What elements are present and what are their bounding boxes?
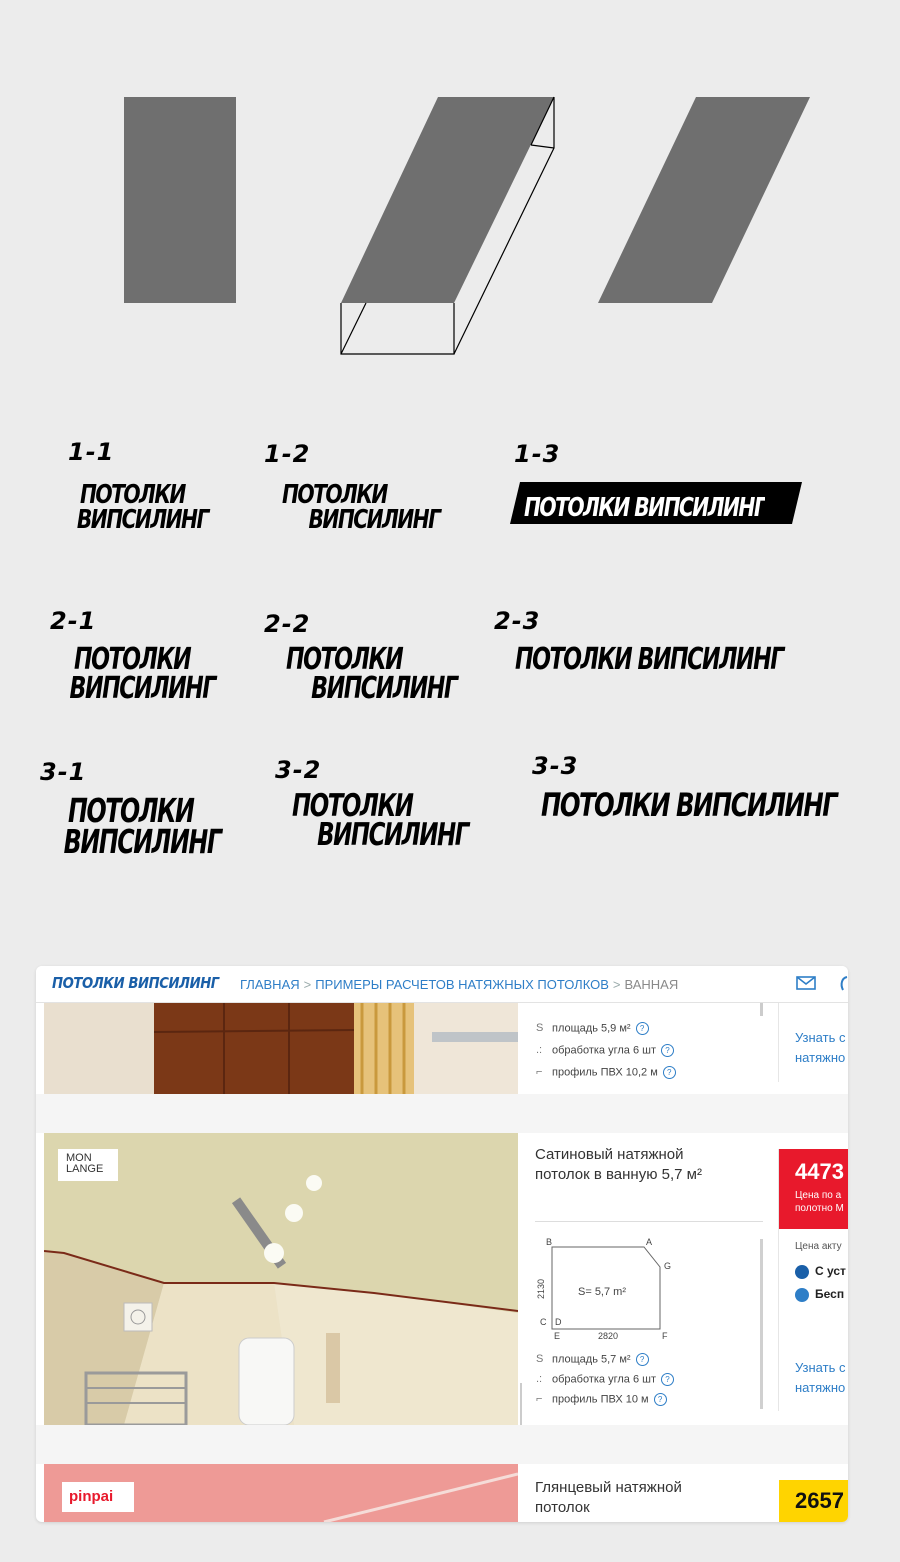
gear-icon — [795, 1288, 809, 1302]
logo-line2: ВИПСИЛИНГ — [308, 504, 440, 535]
help-icon[interactable]: ? — [636, 1353, 649, 1366]
corner-icon: .: — [536, 1373, 543, 1386]
logo-line1: ПОТОЛКИ ВИПСИЛИНГ — [515, 642, 783, 677]
plan-label-a: A — [646, 1237, 653, 1247]
listing-row-2 — [44, 1133, 848, 1425]
listing-row-1 — [44, 1002, 848, 1094]
logo-line1: ПОТОЛКИ — [80, 480, 185, 510]
bathroom-photo — [44, 1002, 518, 1094]
feature-free: Бесп — [795, 1287, 844, 1302]
spec-corners: .: обработка угла 6 шт ? — [536, 1373, 674, 1386]
logo-variant-2-1 — [69, 642, 215, 706]
plan-width: 2820 — [598, 1331, 619, 1341]
price-note: Цена по а полотно М — [795, 1190, 844, 1214]
spec-profile: ⌐ профиль ПВХ 10,2 м ? — [536, 1066, 676, 1079]
price-value: 2657 — [795, 1488, 844, 1513]
learn-more-link[interactable]: Узнать с натяжно — [795, 1360, 846, 1395]
logo-line1: ПОТОЛКИ — [282, 480, 387, 510]
rectangle-shape — [124, 97, 236, 303]
wrench-icon — [795, 1265, 809, 1279]
variant-label-3-3: 3-3 — [532, 752, 579, 780]
logo-variant-1-3 — [524, 496, 765, 522]
logo-line1: ПОТОЛКИ — [68, 791, 194, 830]
site-header — [36, 966, 848, 1003]
variant-label-3-2: 3-2 — [275, 756, 322, 784]
price-badge-red — [779, 1149, 848, 1229]
learn-more-link[interactable]: Узнать с натяжно — [795, 1030, 846, 1065]
logo-line1: ПОТОЛКИ — [292, 788, 413, 824]
room-floor-plan — [534, 1233, 674, 1345]
plan-label-f: F — [662, 1331, 668, 1341]
logo-variant-2-3 — [515, 642, 783, 677]
variant-label-2-2: 2-2 — [264, 610, 311, 638]
logo-line1: ПОТОЛКИ ВИПСИЛИНГ — [524, 496, 766, 522]
breadcrumb-home[interactable]: ГЛАВНАЯ — [240, 977, 300, 992]
help-icon[interactable]: ? — [654, 1393, 667, 1406]
spec-profile: ⌐ профиль ПВХ 10 м ? — [536, 1393, 667, 1406]
title-divider — [535, 1221, 763, 1222]
plan-label-g: G — [664, 1261, 672, 1271]
logo-variant-2-2 — [286, 642, 457, 706]
plan-label-b: B — [546, 1237, 553, 1247]
plan-area: S= 5,7 m² — [578, 1286, 626, 1298]
logo-variant-3-3 — [541, 786, 837, 824]
plan-label-e: E — [554, 1331, 561, 1341]
brand-badge-monlange: MON LANGE — [66, 1152, 104, 1175]
site-logo[interactable]: ПОТОЛКИ ВИПСИЛИНГ — [52, 974, 219, 992]
help-icon[interactable]: ? — [661, 1044, 674, 1057]
plan-label-c: C — [540, 1317, 547, 1327]
logo-line1: ПОТОЛКИ — [286, 642, 403, 677]
price-badge-yellow — [779, 1480, 848, 1522]
phone-icon[interactable] — [838, 976, 848, 992]
variant-label-1-1: 1-1 — [68, 438, 115, 466]
parallelogram-shape — [598, 97, 810, 303]
spec-area: S площадь 5,7 м² ? — [536, 1353, 649, 1366]
chevron-right-icon: > — [303, 977, 312, 992]
website-mockup — [36, 966, 848, 1522]
help-icon[interactable]: ? — [661, 1373, 674, 1386]
spec-scrollbar-line — [520, 1383, 522, 1425]
skewed-prism-shape — [341, 97, 554, 303]
breadcrumb — [240, 977, 678, 992]
spec-area: S площадь 5,9 м² ? — [536, 1022, 649, 1035]
price-caption: Цена акту — [795, 1241, 842, 1252]
logo-variant-1-1 — [76, 480, 208, 535]
breadcrumb-examples[interactable]: ПРИМЕРЫ РАСЧЕТОВ НАТЯЖНЫХ ПОТОЛКОВ — [315, 977, 609, 992]
logo-line2: ВИПСИЛИНГ — [317, 817, 468, 854]
area-icon: S — [536, 1353, 544, 1366]
variant-label-1-2: 1-2 — [264, 440, 311, 468]
listing-row-3 — [44, 1464, 848, 1522]
plan-label-d: D — [555, 1317, 562, 1327]
listing-title[interactable]: Сатиновый натяжной потолок в ванную 5,7 м² — [535, 1146, 702, 1183]
feature-install: С уст — [795, 1264, 846, 1279]
brand-badge-pinpai: pinpai — [69, 1488, 114, 1505]
logo-line1: ПОТОЛКИ — [74, 642, 191, 677]
variant-label-2-3: 2-3 — [494, 607, 541, 635]
profile-icon: ⌐ — [536, 1066, 543, 1079]
logo-line2: ВИПСИЛИНГ — [69, 670, 215, 706]
variant-label-1-3: 1-3 — [514, 440, 561, 468]
variant-label-2-1: 2-1 — [50, 607, 97, 635]
spec-corners: .: обработка угла 6 шт ? — [536, 1044, 674, 1057]
shape-diagram — [0, 0, 900, 370]
logo-variant-1-2 — [282, 480, 440, 535]
help-icon[interactable]: ? — [663, 1066, 676, 1079]
plan-height: 2130 — [536, 1278, 546, 1299]
row-divider — [36, 1094, 848, 1133]
variant-label-3-1: 3-1 — [40, 758, 87, 786]
logo-variant-3-2 — [292, 788, 468, 854]
price-value: 4473 — [795, 1159, 844, 1184]
logo-line1: ПОТОЛКИ ВИПСИЛИНГ — [541, 786, 837, 824]
listing-title[interactable]: Глянцевый натяжной потолок — [535, 1479, 682, 1516]
spec-scrollbar[interactable] — [760, 1002, 763, 1016]
spec-scrollbar[interactable] — [760, 1239, 763, 1409]
breadcrumb-current: ВАННАЯ — [624, 977, 679, 992]
help-icon[interactable]: ? — [636, 1022, 649, 1035]
area-icon: S — [536, 1022, 544, 1035]
logo-variant-3-1 — [63, 791, 221, 862]
logo-line2: ВИПСИЛИНГ — [76, 504, 208, 535]
profile-icon: ⌐ — [536, 1393, 543, 1406]
ceiling-photo — [44, 1464, 518, 1522]
logo-line2: ВИПСИЛИНГ — [311, 670, 457, 706]
chevron-right-icon: > — [612, 977, 621, 992]
bathroom-photo — [44, 1133, 518, 1425]
logo-line2: ВИПСИЛИНГ — [63, 822, 221, 862]
corner-icon: .: — [536, 1044, 543, 1057]
mail-icon[interactable] — [796, 976, 816, 990]
row-divider — [36, 1425, 848, 1464]
